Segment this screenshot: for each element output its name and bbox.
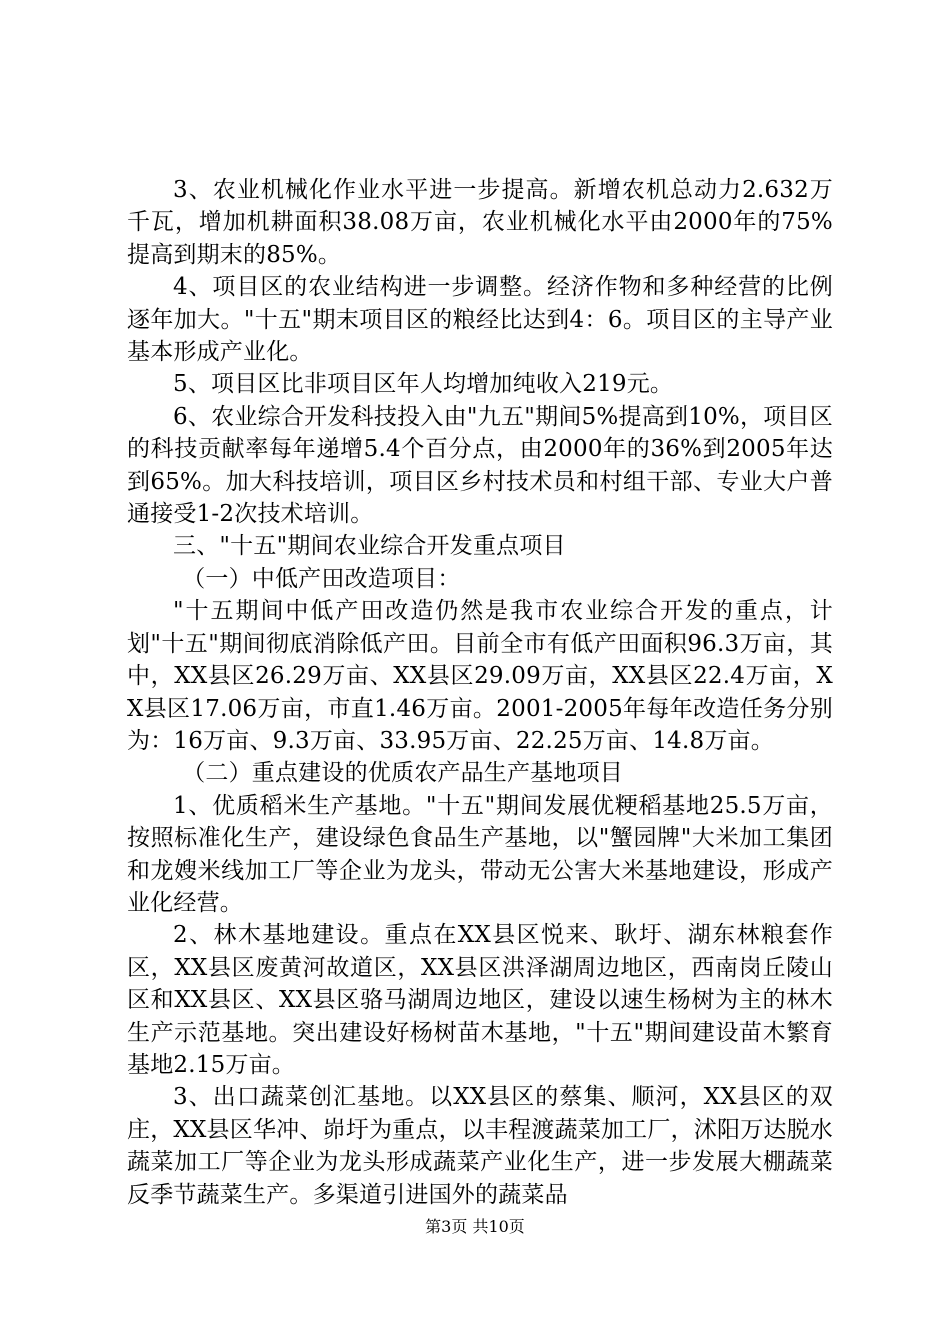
section-heading-key-projects: 三、"十五"期间农业综合开发重点项目 [173, 533, 566, 560]
paragraph-vegetable-base: 3、出口蔬菜创汇基地。以XX县区的蔡集、顺河，XX县区的双庄，XX县区华冲、峁圩为重点，以丰程渡蔬菜加工厂，沭阳万达脱水蔬菜加工厂等企业为龙头形成蔬菜产业化生产，进一步发展大棚蔬菜反季节蔬菜生产。多渠道引进国外的蔬菜品 [127, 1084, 833, 1208]
paragraph-structure-adjustment: 4、项目区的农业结构进一步调整。经济作物和多种经营的比例逐年加大。"十五"期末项目区的粮经比达到4：6。项目区的主导产业基本形成产业化。 [127, 274, 833, 366]
paragraph-rice-base: 1、优质稻米生产基地。"十五"期间发展优粳稻基地25.5万亩，按照标准化生产，建设绿色食品生产基地，以"蟹园牌"大米加工集团和龙嫂米线加工厂等企业为龙头，带动无公害大米基地建设，形成产业化经营。 [127, 792, 833, 916]
paragraph-income-increase: 5、项目区比非项目区年人均增加纯收入219元。 [173, 371, 674, 398]
paragraph-low-yield-field: "十五期间中低产田改造仍然是我市农业综合开发的重点，计划"十五"期间彻底消除低产田。目前全市有低产田面积96.3万亩，其中，XX县区26.29万亩、XX县区29.09万亩，XX县区22.4万亩，XX县区17.06万亩，市直1.46万亩。2001-2005年每年改造任务分别为：16万亩、9.3万亩、33.95万亩、22.25万亩、14.8万亩。 [127, 598, 833, 754]
document-body [127, 174, 833, 1211]
page-number-footer: 第3页 共10页 [425, 1217, 525, 1236]
subheading-production-bases: （二）重点建设的优质农产品生产基地项目 [182, 760, 623, 787]
subheading-low-yield-field: （一）中低产田改造项目： [182, 565, 461, 592]
paragraph-forestry-base: 2、林木基地建设。重点在XX县区悦来、耿圩、湖东林粮套作区，XX县区废黄河故道区，XX县区洪泽湖周边地区，西南岗丘陵山区和XX县区、XX县区骆马湖周边地区，建设以速生杨树为主的林木生产示范基地。突出建设好杨树苗木基地，"十五"期间建设苗木繁育基地2.15万亩。 [127, 922, 833, 1078]
paragraph-mechanization: 3、农业机械化作业水平进一步提高。新增农机总动力2.632万千瓦，增加机耕面积38.08万亩，农业机械化水平由2000年的75%提高到期末的85%。 [127, 177, 833, 268]
paragraph-technology-investment: 6、农业综合开发科技投入由"九五"期间5%提高到10%，项目区的科技贡献率每年递增5.4个百分点，由2000年的36%到2005年达到65%。加大科技培训，项目区乡村技术员和村组干部、专业大户普通接受1-2次技术培训。 [127, 403, 833, 528]
